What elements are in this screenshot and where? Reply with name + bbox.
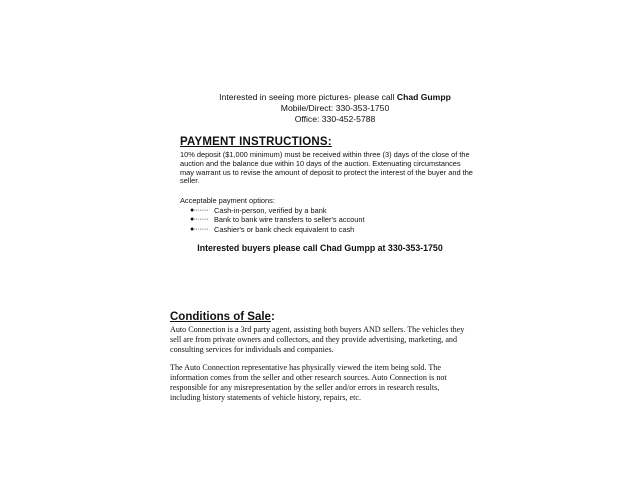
payment-options-title: Acceptable payment options: (180, 196, 275, 206)
contact-block (0, 92, 640, 125)
conditions-heading-text: Conditions of Sale (170, 311, 271, 323)
payment-heading: PAYMENT INSTRUCTIONS: (180, 136, 332, 148)
conditions-section (170, 311, 470, 412)
payment-section (180, 136, 476, 234)
payment-option-label: Cash-in-person, verified by a bank (214, 206, 327, 216)
conditions-heading (170, 311, 470, 324)
conditions-paragraph: The Auto Connection representative has physically viewed the item being sold. The information comes from the seller and other research sources. Auto Connection is not responsible for any misrepresentation by the seller and/or errors in research results, including history statements of vehicle history, repairs, etc. (170, 363, 447, 402)
payment-option (190, 215, 476, 224)
payment-body: 10% deposit ($1,000 minimum) must be received within three (3) days of the close of the auction and the balance due within 10 days of the auction. Extenuating circumstances may warrant us to revise the amount of deposit to protect the interest of the buyer and the seller. (180, 150, 473, 186)
mobile-line: Mobile/Direct: 330-353-1750 (280, 103, 390, 113)
bullet-dots-icon: ●········ (190, 225, 209, 233)
call-buyers-line (0, 243, 640, 254)
bullet-dots-icon: ●········ (190, 207, 209, 215)
office-line: Office: 330-452-5788 (294, 114, 376, 124)
payment-option-label: Cashier's or bank check equivalent to cash (214, 224, 355, 234)
payment-option (190, 225, 476, 234)
payment-option-label: Bank to bank wire transfers to seller's account (214, 215, 365, 225)
conditions-heading-colon: : (270, 311, 275, 323)
call-buyers-text: Interested buyers please call Chad Gumpp at 330-353-1750 (197, 243, 443, 253)
payment-option (190, 206, 476, 215)
payment-options-list (180, 206, 476, 234)
bullet-dots-icon: ●········ (190, 216, 209, 224)
contact-prefix: Interested in seeing more pictures- please call (219, 92, 397, 102)
contact-line (0, 92, 640, 103)
conditions-paragraph: Auto Connection is a 3rd party agent, assisting both buyers AND sellers. The vehicles they sell are from private owners and collectors, and they provide advertising, marketing, and consulting services for individuals and companies. (170, 325, 465, 354)
contact-name: Chad Gumpp (396, 92, 451, 102)
